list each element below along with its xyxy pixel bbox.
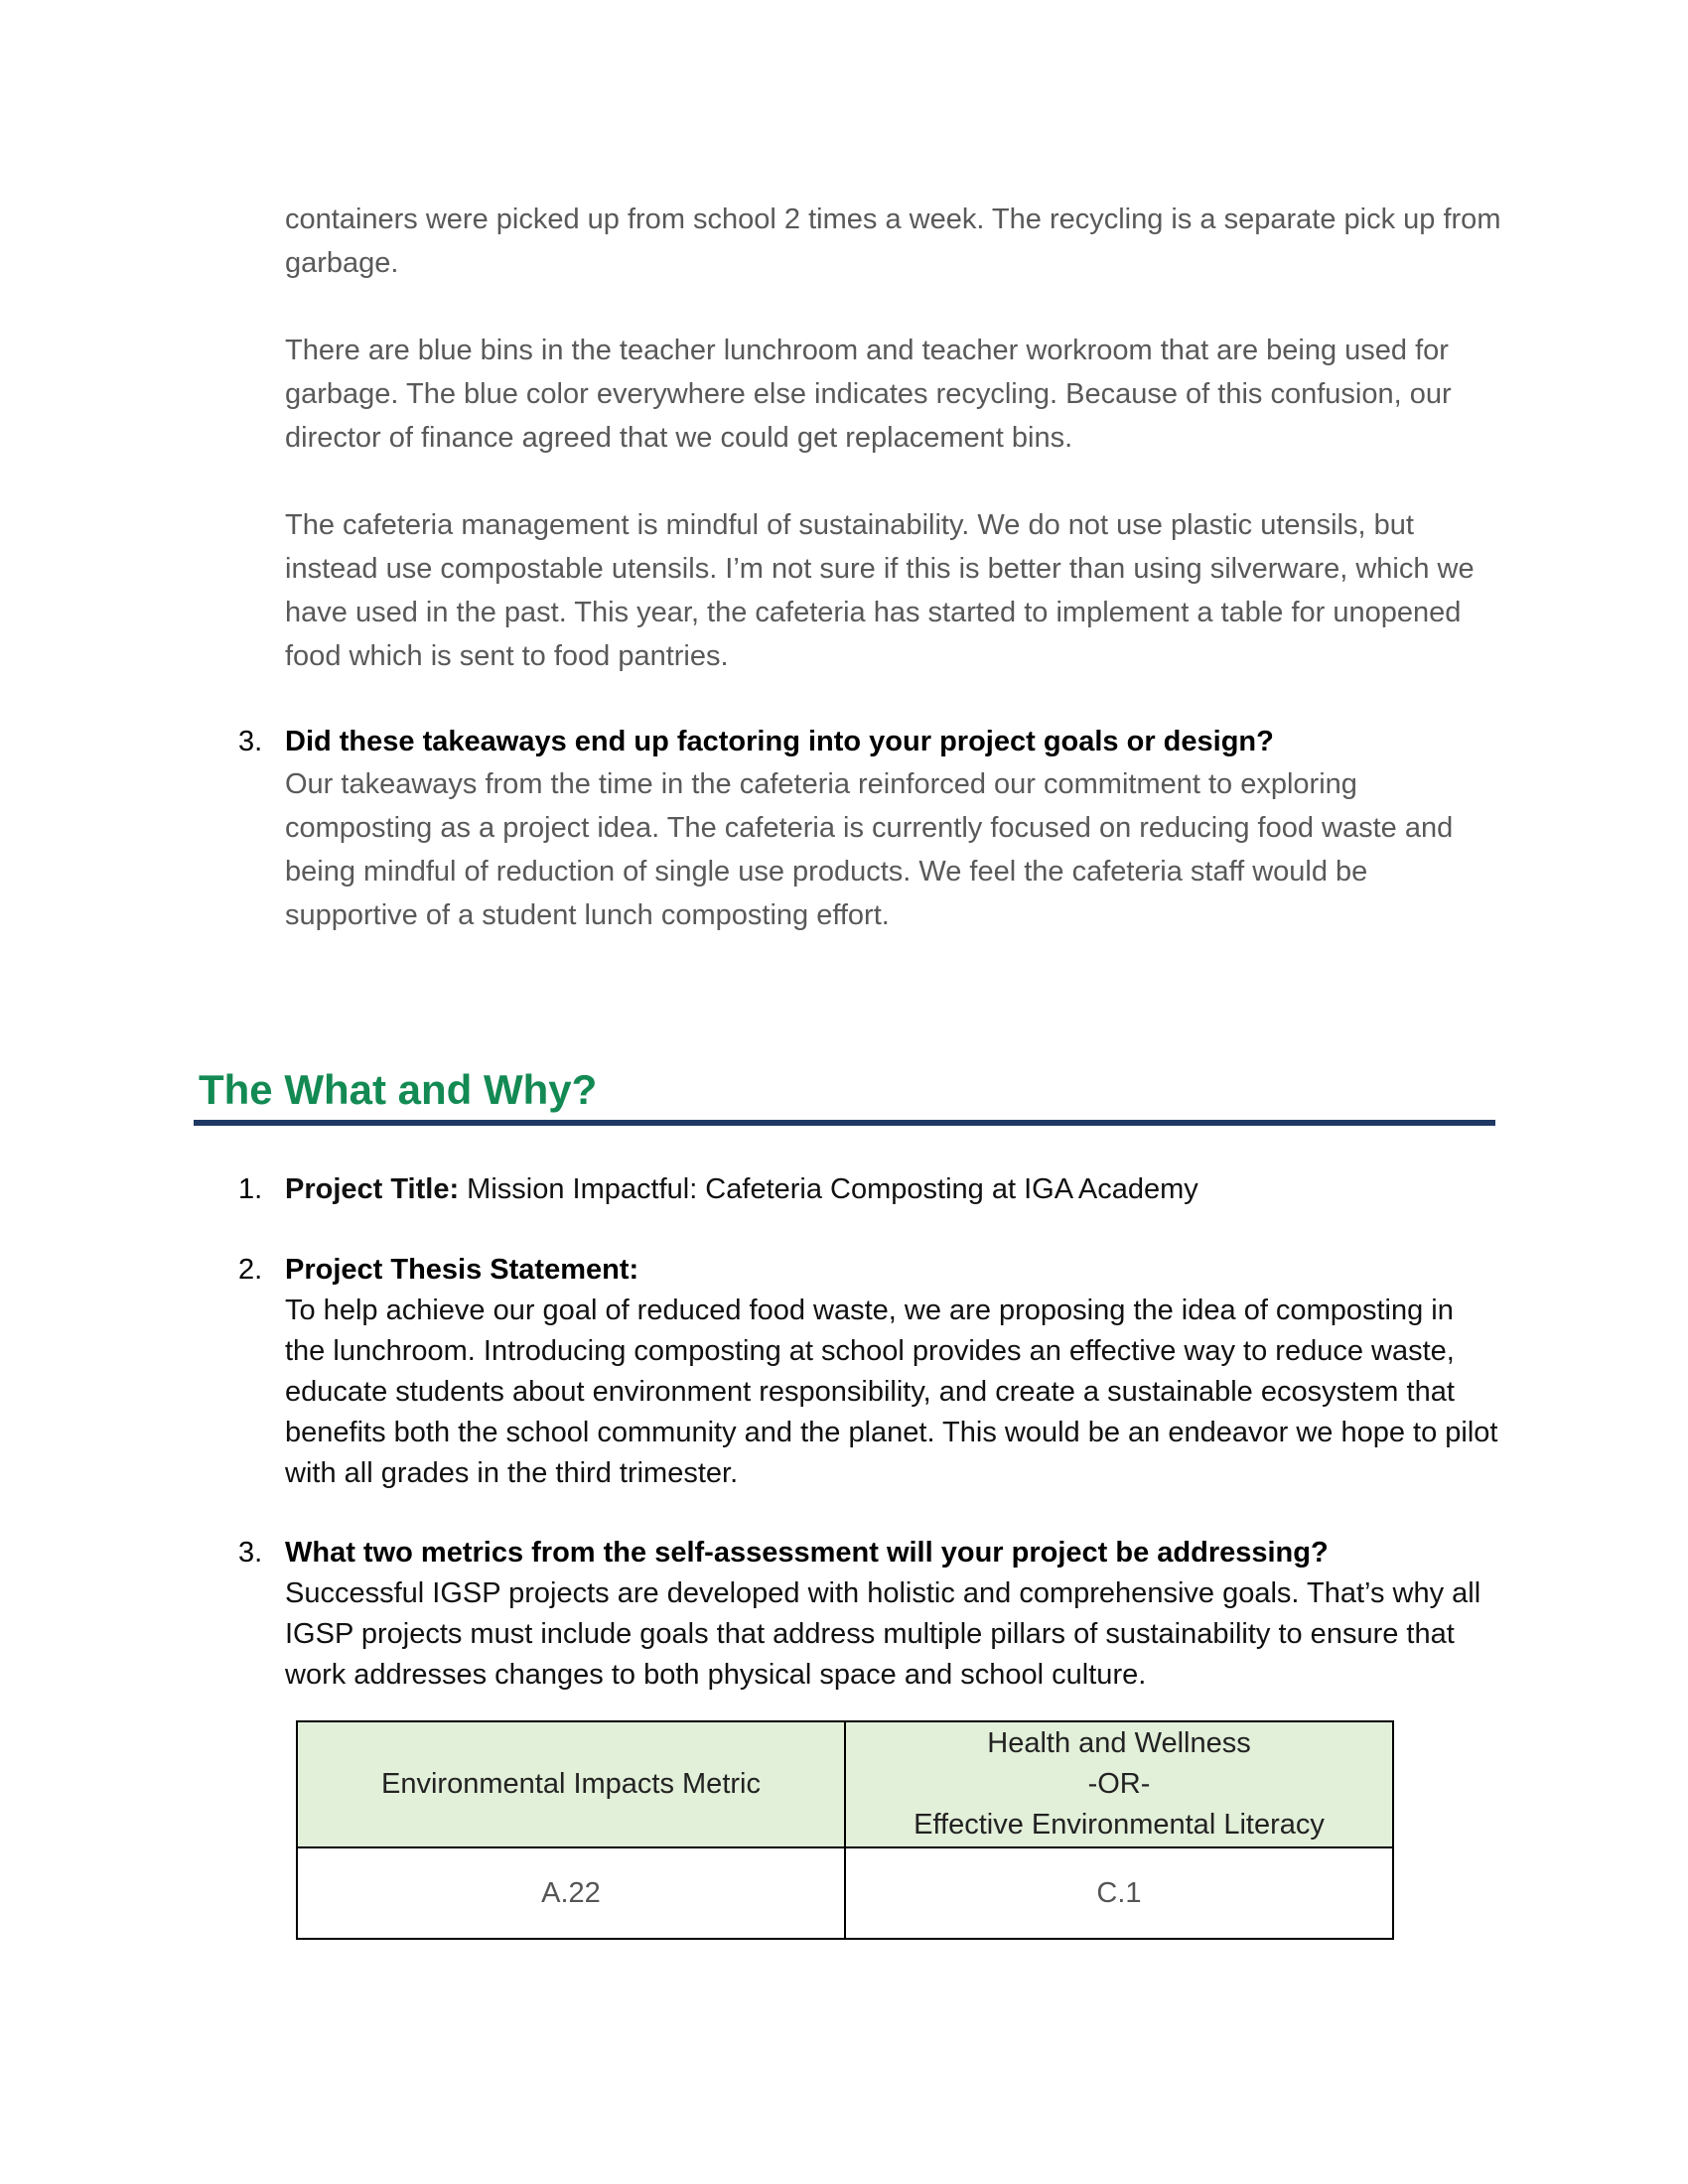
metric-value-a22: A.22 <box>297 1847 845 1939</box>
metrics-question-label: What two metrics from the self-assessment will your project be addressing? <box>285 1537 1329 1569</box>
metrics-explanation: Successful IGSP projects are developed with holistic and comprehensive goals. That’s why all IGSP projects must include goals that address multiple pillars of sustainability to ensure that work addresses changes to both physical space and school culture. <box>285 1577 1481 1691</box>
answer-text: Our takeaways from the time in the cafeteria reinforced our commitment to exploring composting as a project idea. The cafeteria is currently focused on reducing food waste and being mindful of reduction of single use products. We feel the cafeteria staff would be supportive of a student lunch composting effort. <box>285 768 1454 931</box>
header-health-literacy <box>845 1721 1393 1847</box>
list-number: 3. <box>238 1537 263 1569</box>
heading-divider <box>194 1120 1495 1126</box>
paragraph-blue-bins: There are blue bins in the teacher lunchroom and teacher workroom that are being used for garbage. The blue color everywhere else indicates recycling. Because of this confusion, our director of finance agreed that we could get replacement bins. <box>285 335 1452 454</box>
header-environmental-impacts: Environmental Impacts Metric <box>297 1721 845 1847</box>
header-line: Health and Wellness <box>987 1727 1251 1759</box>
question-text: Did these takeaways end up factoring into your project goals or design? <box>285 726 1274 757</box>
header-line: Effective Environmental Literacy <box>914 1809 1325 1841</box>
thesis-text: To help achieve our goal of reduced food waste, we are proposing the idea of composting in the lunchroom. Introducing composting at school provides an effective way to reduce waste, educate students about environment responsibility, and create a sustainable ecosystem that benefits both the school community and the planet. This would be an endeavor we hope to pilot with all grades in the third trimester. <box>285 1295 1498 1489</box>
thesis-label: Project Thesis Statement: <box>285 1254 639 1286</box>
project-title-label: Project Title: <box>285 1173 460 1205</box>
paragraph-pickup: containers were picked up from school 2 times a week. The recycling is a separate pick up from garbage. <box>285 204 1501 279</box>
header-line: -OR- <box>1087 1768 1151 1800</box>
project-title-value: Mission Impactful: Cafeteria Composting at IGA Academy <box>459 1173 1198 1205</box>
metrics-table <box>296 1720 1394 1940</box>
table-header-row <box>297 1721 1393 1847</box>
paragraph-cafeteria-management: The cafeteria management is mindful of sustainability. We do not use plastic utensils, but instead use compostable utensils. I’m not sure if this is better than using silverware, which we have used in the past. This year, the cafeteria has started to implement a table for unopened food which is sent to food pantries. <box>285 509 1475 672</box>
section-heading: The What and Why? <box>199 1066 598 1113</box>
table-row <box>297 1847 1393 1939</box>
list-number: 2. <box>238 1254 263 1286</box>
list-number: 1. <box>238 1173 263 1205</box>
metric-value-c1: C.1 <box>845 1847 1393 1939</box>
list-number: 3. <box>238 726 263 757</box>
